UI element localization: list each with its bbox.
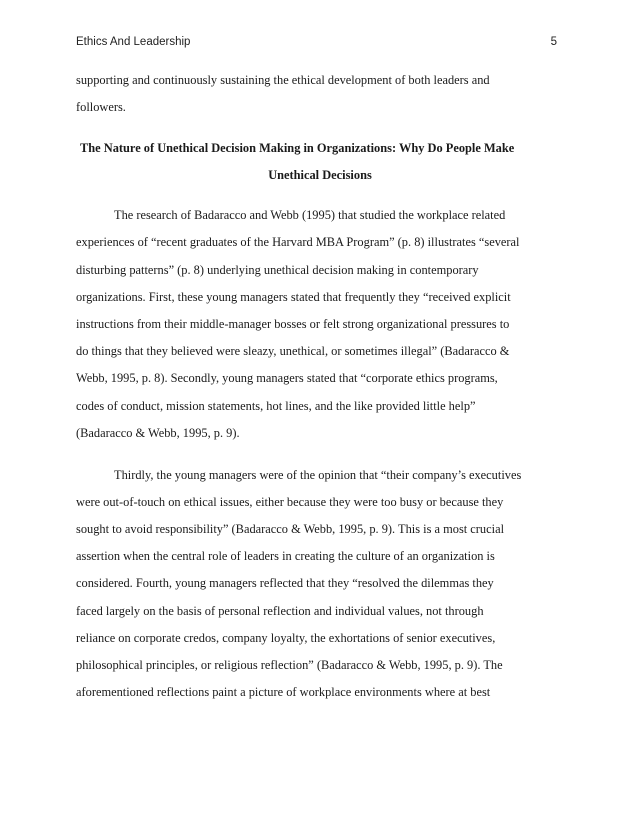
text-line: organizations. First, these young managers stated that frequently they “received explicit: [76, 290, 511, 304]
text-line: Thirdly, the young managers were of the opinion that “their company’s executives: [114, 468, 522, 482]
text-line: reliance on corporate credos, company loyalty, the exhortations of senior executives,: [76, 631, 496, 645]
text-line: codes of conduct, mission statements, hot lines, and the like provided little help”: [76, 399, 476, 413]
text-line: assertion when the central role of leaders in creating the culture of an organization is: [76, 549, 495, 563]
text-line: faced largely on the basis of personal reflection and individual values, not through: [76, 604, 484, 618]
text-line: followers.: [76, 100, 126, 114]
text-line: instructions from their middle-manager bosses or felt strong organizational pressures to: [76, 317, 510, 331]
text-line: do things that they believed were sleazy, unethical, or sometimes illegal” (Badaracco &: [76, 344, 510, 358]
text-line: experiences of “recent graduates of the Harvard MBA Program” (p. 8) illustrates “several: [76, 235, 520, 249]
text-line: Webb, 1995, p. 8). Secondly, young managers stated that “corporate ethics programs,: [76, 371, 498, 385]
text-line: were out-of-touch on ethical issues, either because they were too busy or because they: [76, 495, 504, 509]
running-head: Ethics And Leadership: [76, 36, 191, 48]
section-heading-continued: Unethical Decisions: [268, 168, 372, 182]
page-number: 5: [550, 36, 557, 48]
text-line: (Badaracco & Webb, 1995, p. 9).: [76, 426, 240, 440]
text-line: disturbing patterns” (p. 8) underlying unethical decision making in contemporary: [76, 263, 479, 277]
section-heading: The Nature of Unethical Decision Making in Organizations: Why Do People Make: [80, 141, 515, 155]
text-line: considered. Fourth, young managers reflected that they “resolved the dilemmas they: [76, 576, 494, 590]
text-line: sought to avoid responsibility” (Badaracco & Webb, 1995, p. 9). This is a most crucial: [76, 522, 505, 536]
text-line: The research of Badaracco and Webb (1995) that studied the workplace related: [114, 208, 506, 222]
text-line: supporting and continuously sustaining the ethical development of both leaders and: [76, 73, 490, 87]
text-line: philosophical principles, or religious reflection” (Badaracco & Webb, 1995, p. 9). The: [76, 658, 503, 672]
text-line: aforementioned reflections paint a picture of workplace environments where at best: [76, 685, 491, 699]
